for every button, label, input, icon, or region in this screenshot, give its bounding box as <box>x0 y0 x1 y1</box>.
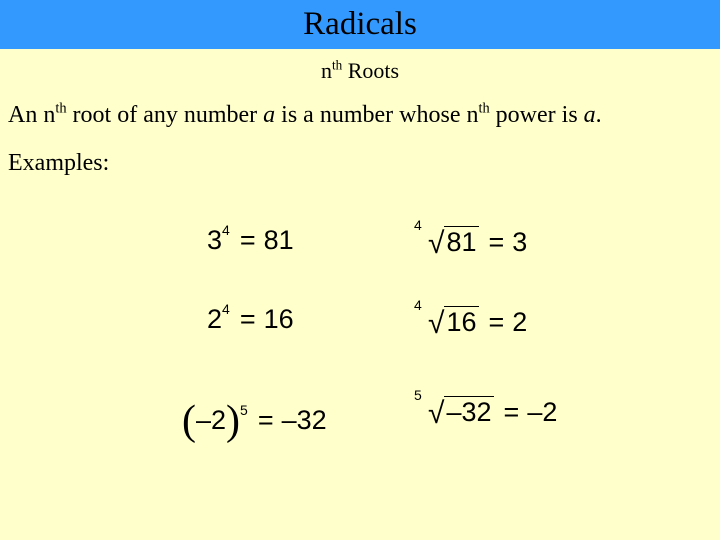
equals-sign: = <box>503 397 520 427</box>
definition-part-1: An n <box>8 102 56 128</box>
power-exponent: 5 <box>240 402 248 418</box>
definition-part-4: power is <box>489 102 584 128</box>
examples-label: Examples: <box>8 150 110 176</box>
subtitle-superscript: th <box>331 57 343 73</box>
power-equation-3 <box>182 392 327 444</box>
definition-superscript-2: th <box>478 100 490 117</box>
definition-variable-a: a <box>263 102 276 128</box>
power-base: 2 <box>207 304 223 334</box>
equals-sign: = <box>239 304 256 334</box>
equals-sign: = <box>488 307 505 337</box>
equals-sign: = <box>257 405 274 435</box>
close-parenthesis: ) <box>226 398 241 444</box>
definition-superscript-1: th <box>55 100 67 117</box>
root-index: 5 <box>414 387 422 403</box>
radicand: 16 <box>446 307 477 337</box>
power-base: 3 <box>207 225 223 255</box>
root-equation-2 <box>414 297 528 340</box>
root-value: 3 <box>512 227 528 257</box>
title-bar <box>0 0 720 49</box>
power-result: 81 <box>263 225 294 255</box>
root-equation-3 <box>414 387 558 430</box>
radicand: 81 <box>446 227 477 257</box>
definition-part-3: is a number whose n <box>275 102 479 128</box>
radical-sign-icon: √ <box>428 227 445 260</box>
power-exponent: 4 <box>222 222 230 238</box>
root-value: –2 <box>527 397 558 427</box>
root-equation-1 <box>414 217 528 260</box>
radical-expression <box>414 217 479 260</box>
radicand: –32 <box>446 397 492 427</box>
radical-sign-icon: √ <box>428 307 445 340</box>
power-result: –32 <box>281 405 327 435</box>
power-exponent: 4 <box>222 301 230 317</box>
equals-sign: = <box>488 227 505 257</box>
subtitle-text: Roots <box>342 58 400 83</box>
slide-subtitle <box>0 58 720 84</box>
root-index: 4 <box>414 217 422 233</box>
root-index: 4 <box>414 297 422 313</box>
open-parenthesis: ( <box>182 398 196 444</box>
power-equation-1 <box>207 222 294 256</box>
definition-variable-a-2: a <box>583 102 596 128</box>
power-equation-2 <box>207 301 294 335</box>
power-base: –2 <box>196 405 227 435</box>
definition-period: . <box>595 102 602 128</box>
power-result: 16 <box>263 304 294 334</box>
equals-sign: = <box>239 225 256 255</box>
definition-text <box>8 102 602 129</box>
radical-sign-icon: √ <box>428 397 445 430</box>
root-value: 2 <box>512 307 528 337</box>
slide-title: Radicals <box>303 6 417 42</box>
radical-expression <box>414 297 479 340</box>
subtitle-n: n <box>320 58 332 83</box>
definition-part-2: root of any number <box>66 102 264 128</box>
radical-expression <box>414 387 494 430</box>
